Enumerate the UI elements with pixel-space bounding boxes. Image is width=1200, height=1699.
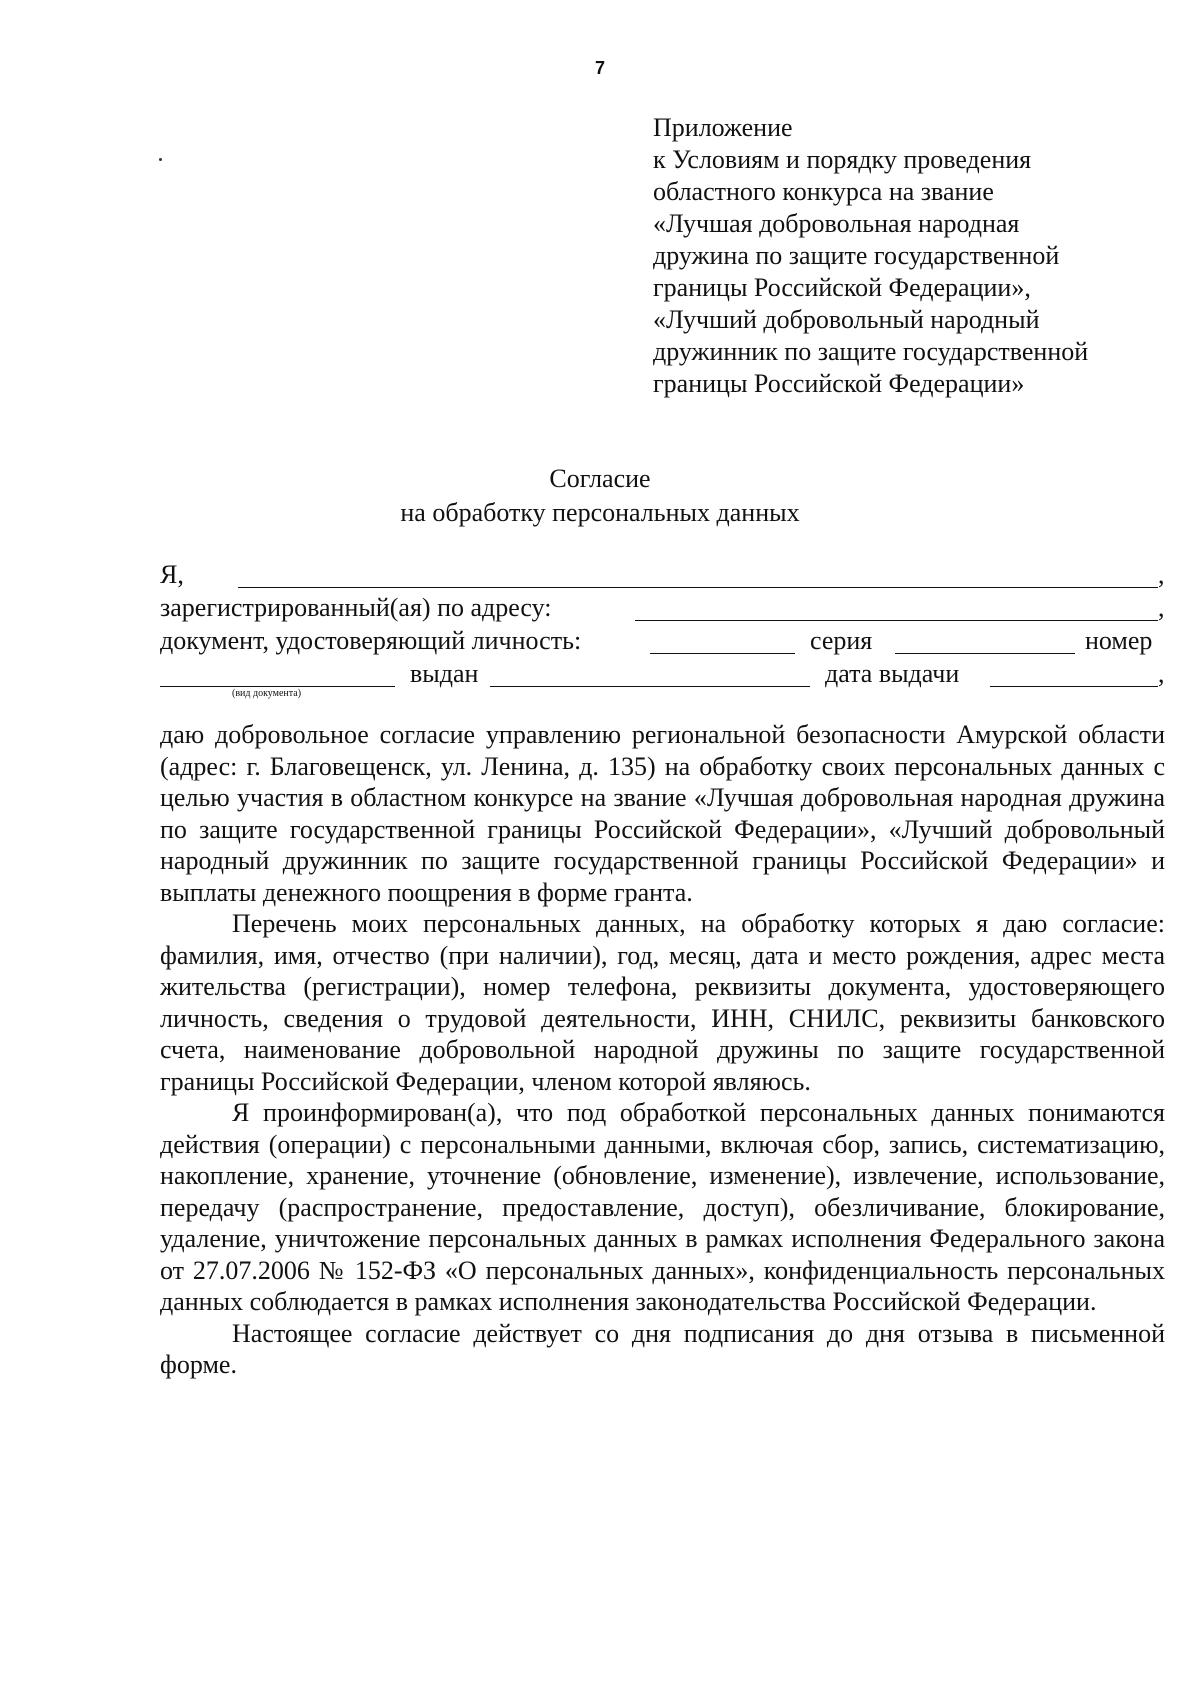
issue-date-blank[interactable] [990, 686, 1158, 687]
appendix-line: дружина по защите государственной [653, 241, 1060, 270]
appendix-line: дружинник по защите государственной [653, 337, 1089, 366]
comma: , [1158, 560, 1165, 589]
page-number: 7 [594, 58, 605, 78]
appendix-line: областного конкурса на звание [653, 177, 994, 206]
appendix-header [653, 112, 1173, 400]
series-label: серия [810, 626, 873, 655]
form-row-name [160, 560, 1165, 590]
scan-speck [159, 158, 162, 161]
appendix-line: «Лучший добровольный народный [653, 305, 1040, 334]
appendix-line: границы Российской Федерации», [653, 273, 1031, 302]
comma: , [1158, 659, 1165, 688]
issued-by-blank[interactable] [490, 686, 810, 687]
id-document-label: документ, удостоверяющий личность: [160, 626, 582, 655]
appendix-line: «Лучшая добровольная народная [653, 209, 1020, 238]
form-row-address [160, 593, 1165, 623]
document-subtitle: на обработку персональных данных [400, 498, 800, 527]
series-blank[interactable] [895, 653, 1075, 654]
document-number-blank[interactable] [160, 686, 395, 687]
appendix-line: границы Российской Федерации» [653, 369, 1025, 398]
document-type-hint: (вид документа) [232, 688, 302, 699]
paragraph-data-list: Перечень моих персональных данных, на обработку которых я даю согласие: фамилия, имя, отчество (при наличии), год, месяц, дата и место рождения, адрес места жительства (регистрации), номер телефона, реквизиты документа, удостоверяющего личность, сведения о трудовой деятельности, ИНН, СНИЛС, реквизиты банковского счета, наименование добровольной народной дружины по защите государственной границы Российской Федерации, членом которой являюсь. [160, 909, 1165, 1096]
address-label: зарегистрированный(ая) по адресу: [160, 593, 552, 622]
form-row-issued [160, 659, 1165, 689]
number-label: номер [1085, 626, 1153, 655]
issued-label: выдан [410, 659, 479, 688]
paragraph-validity: Настоящее согласие действует со дня подписания до дня отзыва в письменной форме. [160, 1318, 1165, 1379]
issue-date-label: дата выдачи [825, 659, 960, 688]
name-label: Я, [160, 560, 184, 589]
address-blank[interactable] [635, 620, 1158, 621]
appendix-line: Приложение [653, 113, 793, 142]
form-row-document [160, 626, 1165, 656]
comma: , [1158, 593, 1165, 622]
paragraph-consent: даю добровольное согласие управлению региональной безопасности Амурской области (адрес: г. Благовещенск, ул. Ленина, д. 135) на обработку своих персональных данных с целью участия в областном конкурсе на звание «Лучшая добровольная народная дружина по защите государственной границы Российской Федерации», «Лучший добровольный народный дружинник по защите государственной границы Российской Федерации» и выплаты денежного поощрения в форме гранта. [160, 720, 1165, 907]
document-type-blank[interactable] [650, 653, 795, 654]
document-title: Согласие [549, 464, 651, 493]
consent-body [160, 719, 1165, 1381]
paragraph-processing-info: Я проинформирован(а), что под обработкой персональных данных понимаются действия (операции) с персональными данными, включая сбор, запись, систематизацию, накопление, хранение, уточнение (обновление, изменение), извлечение, использование, передачу (распространение, предоставление, доступ), обезличивание, блокирование, удаление, уничтожение персональных данных в рамках исполнения Федерального закона от 27.07.2006 № 152-ФЗ «О персональных данных», конфиденциальность персональных данных соблюдается в рамках исполнения законодательства Российской Федерации. [160, 1098, 1165, 1316]
appendix-line: к Условиям и порядку проведения [653, 145, 1032, 174]
name-blank[interactable] [238, 587, 1158, 588]
